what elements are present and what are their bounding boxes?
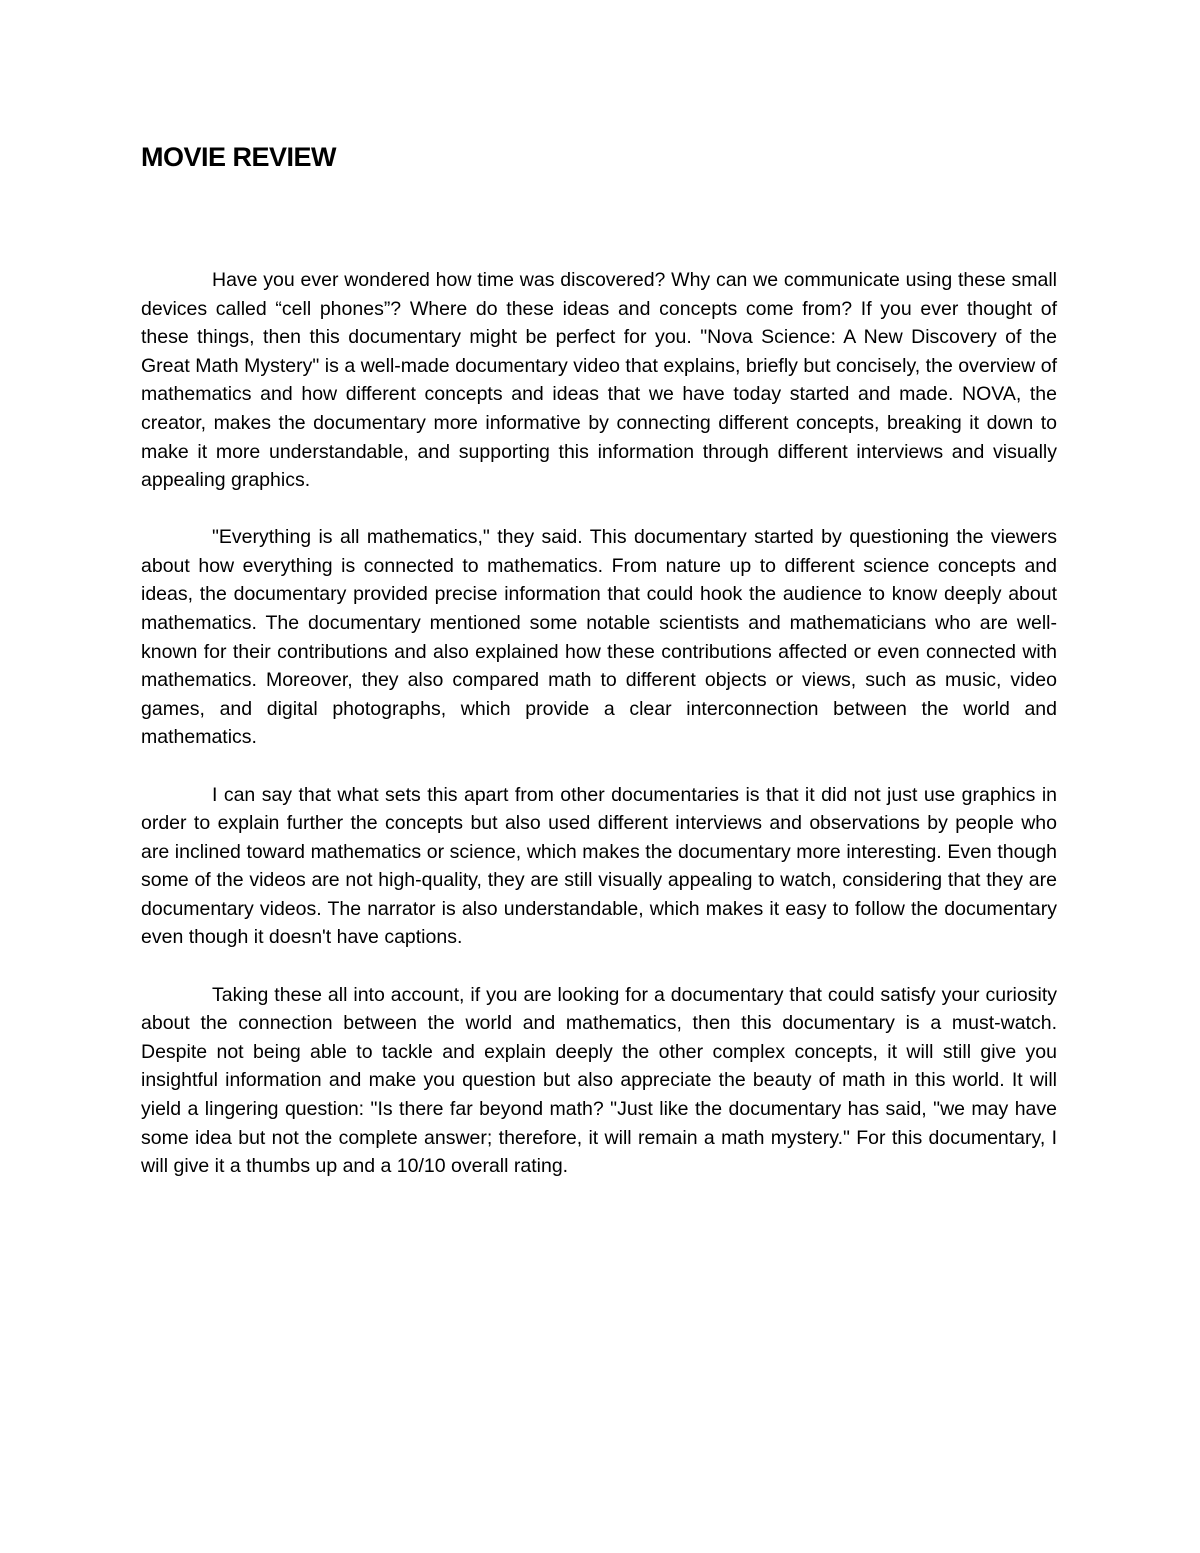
document-body (141, 266, 1057, 1209)
paragraph-conclusion: Taking these all into account, if you are looking for a documentary that could satisfy your curiosity about the connection between the world and mathematics, then this documentary is a must-watch. Despite not being able to tackle and explain deeply the other complex concepts, it will still give you insightful information and make you question but also appreciate the beauty of math in this world. It will yield a lingering question: "Is there far beyond math? "Just like the documentary has said, "we may have some idea but not the complete answer; therefore, it will remain a math mystery." For this documentary, I will give it a thumbs up and a 10/10 overall rating. (141, 983, 1057, 1178)
paragraph-intro: Have you ever wondered how time was discovered? Why can we communicate using these small devices called “cell phones”? Where do these ideas and concepts come from? If you ever thought of these things, then this documentary might be perfect for you. "Nova Science: A New Discovery of the Great Math Mystery" is a well-made documentary video that explains, briefly but concisely, the overview of mathematics and how different concepts and ideas that we have today started and made. NOVA, the creator, makes the documentary more informative by connecting different concepts, breaking it down to make it more understandable, and supporting this information through different interviews and visually appealing graphics. (141, 269, 1057, 492)
document-page (141, 140, 1057, 1178)
document-title: MOVIE REVIEW (141, 142, 337, 172)
paragraph-content: "Everything is all mathematics," they said. This documentary started by questioning the viewers about how everything is connected to mathematics. From nature up to different science concepts and ideas, the documentary provided precise information that could hook the audience to know deeply about mathematics. The documentary mentioned some notable scientists and mathematicians who are well-known for their contributions and also explained how these contributions affected or even connected with mathematics. Moreover, they also compared math to different objects or views, such as music, video games, and digital photographs, which provide a clear interconnection between the world and mathematics. (141, 526, 1057, 749)
paragraph-analysis: I can say that what sets this apart from other documentaries is that it did not just use graphics in order to explain further the concepts but also used different interviews and observations by people who are inclined toward mathematics or science, which makes the documentary more interesting. Even though some of the videos are not high-quality, they are still visually appealing to watch, considering that they are documentary videos. The narrator is also understandable, which makes it easy to follow the documentary even though it doesn't have captions. (141, 783, 1057, 949)
